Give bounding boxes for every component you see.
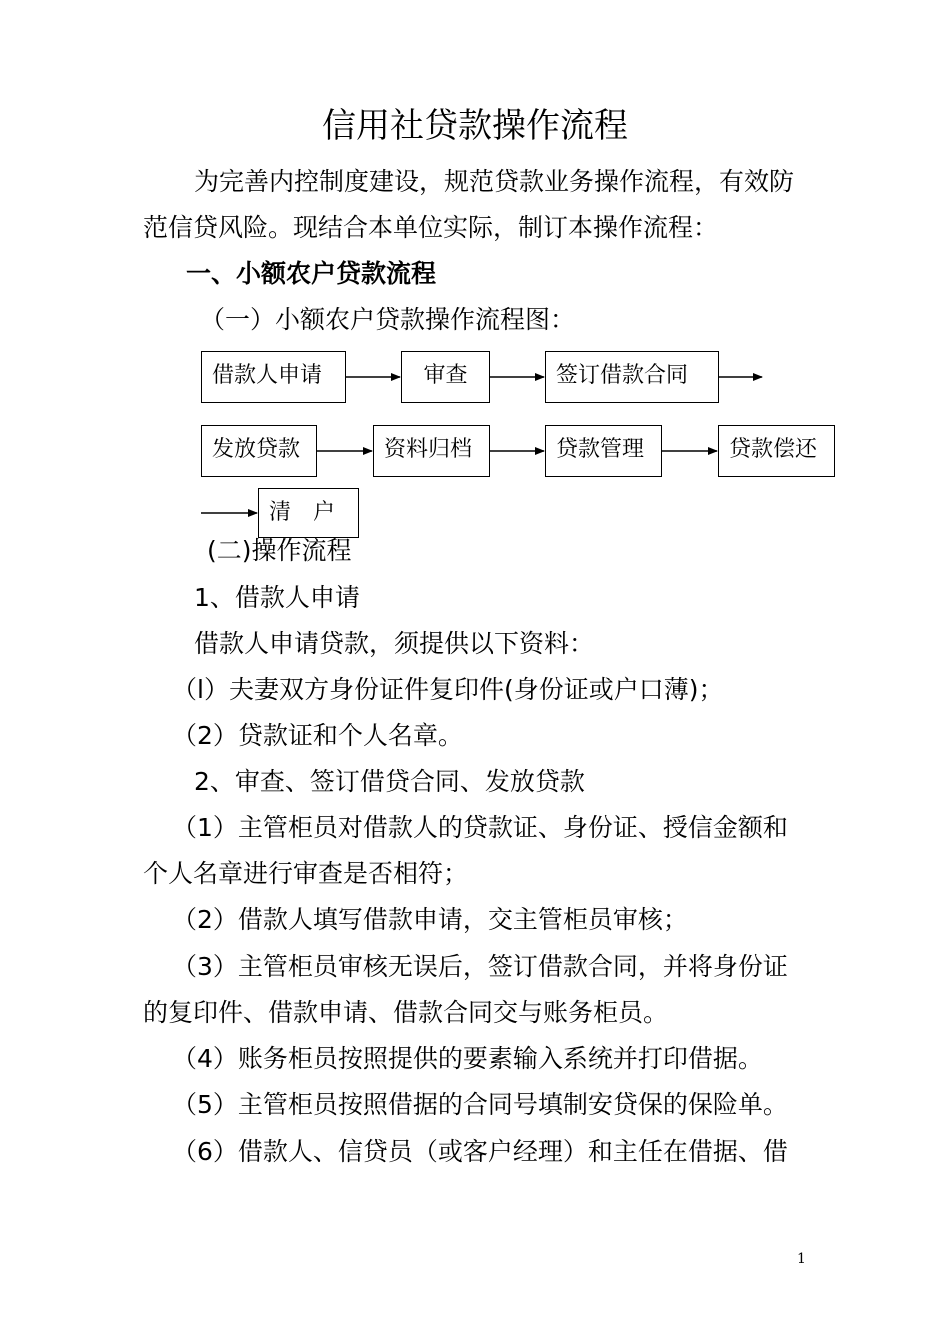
step2-item-3b: 的复印件、借款申请、借款合同交与账务柜员。 bbox=[143, 998, 669, 1027]
flow-box-review: 审查 bbox=[401, 351, 490, 403]
intro-line-1: 为完善内控制度建设，规范贷款业务操作流程，有效防 bbox=[194, 167, 795, 196]
flow-box-apply: 借款人申请 bbox=[201, 351, 346, 403]
step1-intro: 借款人申请贷款，须提供以下资料： bbox=[194, 629, 595, 658]
step1-heading: 1、借款人申请 bbox=[194, 583, 360, 612]
document-title: 信用社贷款操作流程 bbox=[322, 106, 628, 146]
page-number: 1 bbox=[797, 1251, 806, 1267]
flow-box-repay: 贷款偿还 bbox=[718, 425, 835, 477]
step2-heading: 2、审查、签订借贷合同、发放贷款 bbox=[194, 767, 585, 796]
step2-item-5: （5）主管柜员按照借据的合同号填制安贷保的保险单。 bbox=[172, 1090, 788, 1119]
flow-box-disburse: 发放贷款 bbox=[201, 425, 317, 477]
step2-item-6: （6）借款人、信贷员（或客户经理）和主任在借据、借 bbox=[172, 1137, 788, 1166]
operation-heading: (二)操作流程 bbox=[207, 536, 352, 565]
step2-item-2: （2）借款人填写借款申请，交主管柜员审核； bbox=[172, 905, 688, 934]
section-heading: 一、小额农户贷款流程 bbox=[186, 259, 437, 288]
step1-item-1: （l）夫妻双方身份证件复印件(身份证或户口薄)； bbox=[172, 675, 724, 704]
flow-box-manage: 贷款管理 bbox=[545, 425, 662, 477]
step2-item-4: （4）账务柜员按照提供的要素输入系统并打印借据。 bbox=[172, 1044, 763, 1073]
flow-box-archive: 资料归档 bbox=[373, 425, 490, 477]
step2-item-1b: 个人名章进行审查是否相符； bbox=[143, 859, 469, 888]
step1-item-2: （2）贷款证和个人名章。 bbox=[172, 721, 463, 750]
flowchart-caption: （一）小额农户贷款操作流程图： bbox=[200, 305, 576, 334]
flow-box-close: 清 户 bbox=[258, 488, 359, 538]
flow-box-contract: 签订借款合同 bbox=[545, 351, 719, 403]
step2-item-3a: （3）主管柜员审核无误后，签订借款合同，并将身份证 bbox=[172, 952, 788, 981]
step2-item-1a: （1）主管柜员对借款人的贷款证、身份证、授信金额和 bbox=[172, 813, 788, 842]
intro-line-2: 范信贷风险。现结合本单位实际，制订本操作流程： bbox=[143, 213, 719, 242]
